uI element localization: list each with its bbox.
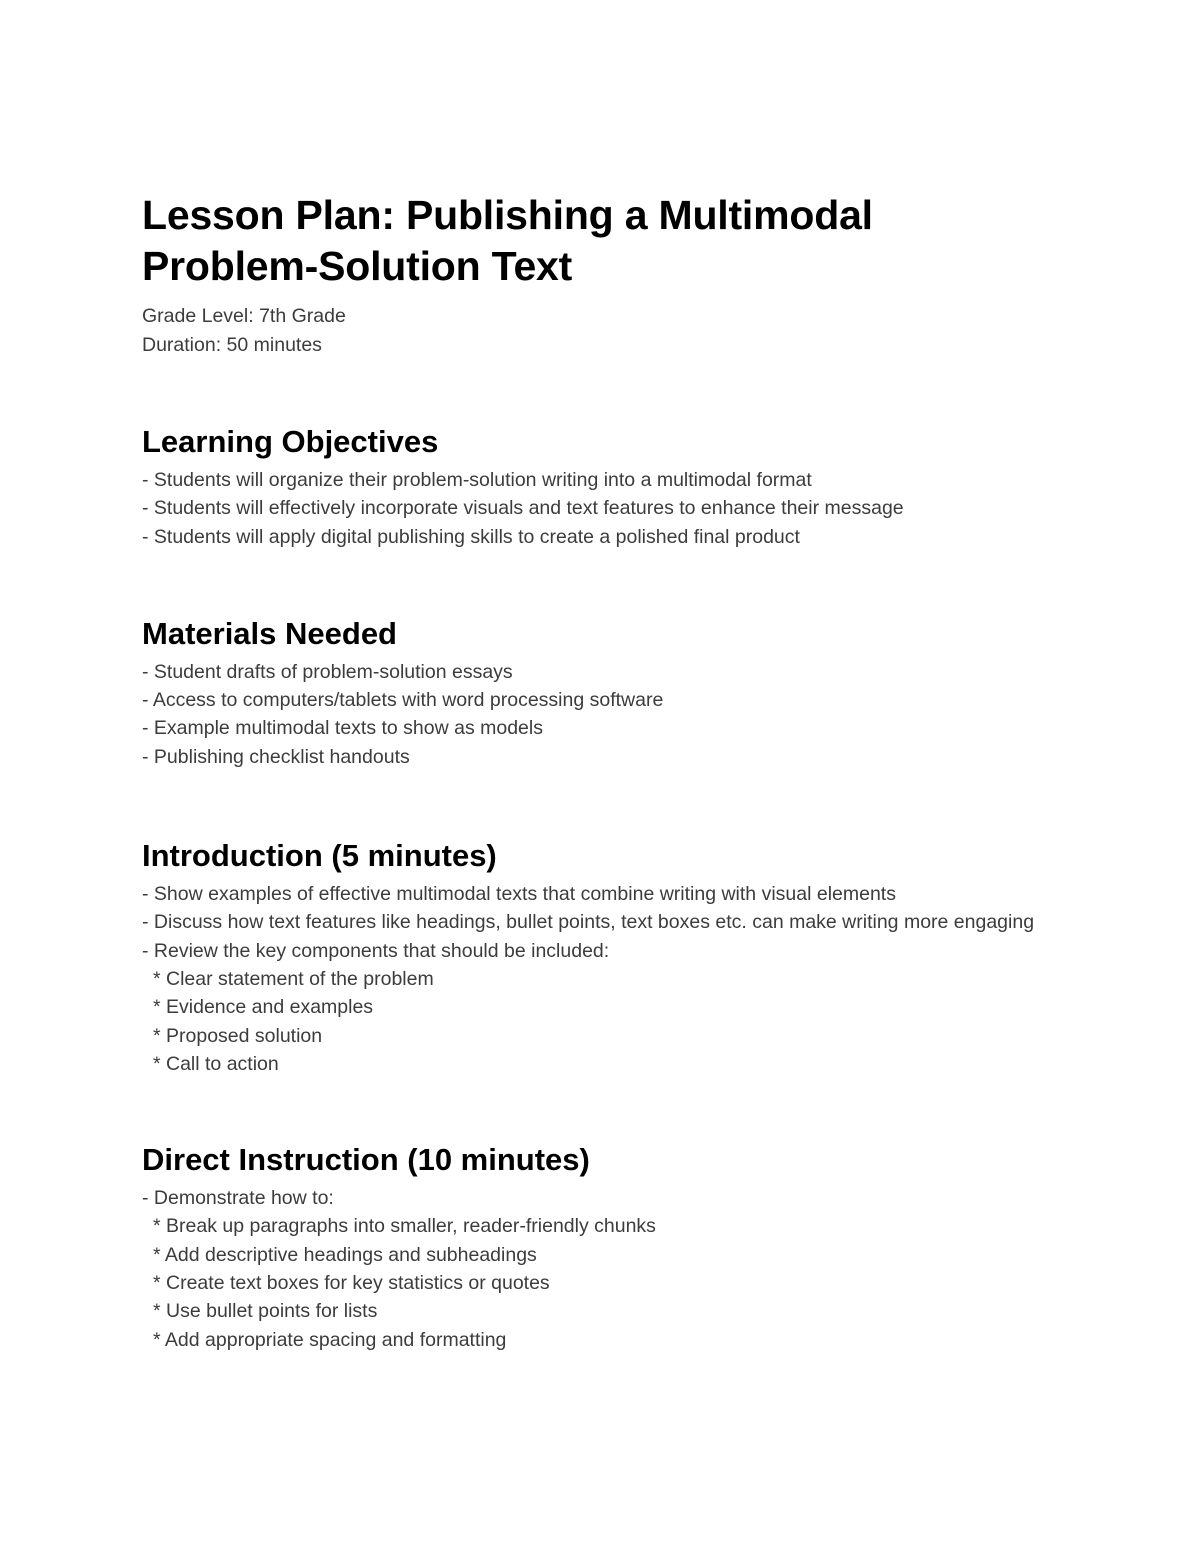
lesson-meta — [142, 302, 1042, 360]
section-heading: Materials Needed — [142, 615, 397, 651]
sub-list-item: * Call to action — [153, 1052, 279, 1075]
section-introduction — [142, 837, 1042, 1078]
section-heading: Direct Instruction (10 minutes) — [142, 1142, 590, 1178]
sub-list-item: * Evidence and examples — [153, 996, 374, 1019]
section-learning-objectives — [142, 423, 1042, 551]
list-item: - Demonstrate how to: — [142, 1187, 334, 1210]
list-item: - Discuss how text features like headings, bullet points, text boxes etc. can make writing more engaging — [142, 911, 1035, 934]
list-item: - Students will organize their problem-solution writing into a multimodal format — [142, 469, 812, 491]
materials-list — [142, 658, 1042, 771]
direct-instruction-list — [142, 1184, 1042, 1354]
sub-list-item: * Break up paragraphs into smaller, reader-friendly chunks — [153, 1215, 656, 1238]
section-heading: Learning Objectives — [142, 424, 439, 459]
list-item: - Review the key components that should be included: — [142, 939, 610, 962]
list-item: - Student drafts of problem-solution essays — [142, 660, 513, 683]
section-direct-instruction — [142, 1141, 1042, 1354]
sub-list-item: * Add appropriate spacing and formatting — [153, 1328, 507, 1351]
list-item: - Publishing checklist handouts — [142, 745, 410, 768]
duration: Duration: 50 minutes — [142, 334, 322, 356]
section-materials-needed — [142, 615, 1042, 771]
sub-list-item: * Proposed solution — [153, 1024, 323, 1047]
sub-list-item: * Clear statement of the problem — [153, 967, 434, 990]
document-title: Lesson Plan: Publishing a Multimodal Problem-Solution Text — [142, 192, 873, 289]
sub-list-item: * Add descriptive headings and subheadings — [153, 1243, 537, 1266]
section-heading: Introduction (5 minutes) — [142, 838, 497, 874]
list-item: - Access to computers/tablets with word processing software — [142, 689, 664, 712]
document-page — [142, 190, 1042, 1354]
sub-list-item: * Create text boxes for key statistics or quotes — [153, 1272, 550, 1295]
introduction-list — [142, 880, 1042, 1078]
objectives-list — [142, 466, 1042, 551]
list-item: - Example multimodal texts to show as models — [142, 717, 543, 740]
list-item: - Students will apply digital publishing skills to create a polished final product — [142, 525, 800, 548]
sub-list-item: * Use bullet points for lists — [153, 1300, 378, 1323]
list-item: - Students will effectively incorporate visuals and text features to enhance their message — [142, 497, 904, 520]
grade-level: Grade Level: 7th Grade — [142, 305, 346, 327]
list-item: - Show examples of effective multimodal texts that combine writing with visual elements — [142, 883, 896, 906]
